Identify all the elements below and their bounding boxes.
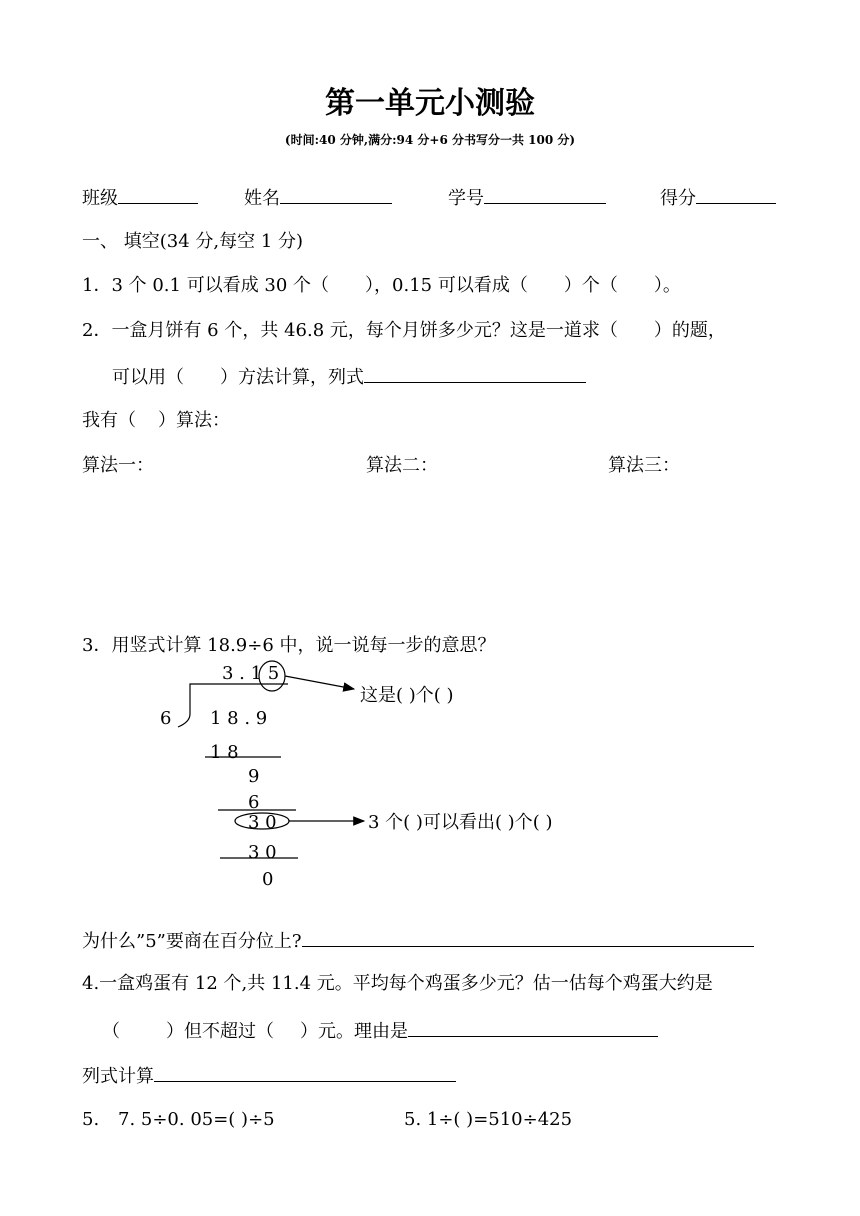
note-1: 这是( )个( ) xyxy=(360,685,454,706)
q2-have-a: 我有（ xyxy=(82,410,136,431)
q4-line2-b: ）但不超过（ xyxy=(166,1021,274,1042)
q4-calc-blank xyxy=(154,1063,456,1082)
q4-line2-c: ）元。理由是 xyxy=(300,1021,408,1042)
step-6: 0 xyxy=(262,869,274,890)
question-3: 3．用竖式计算 18.9÷6 中，说一说每一步的意思？ xyxy=(82,635,496,656)
id-label: 学号 xyxy=(448,188,484,209)
step-5: 3 0 xyxy=(248,842,277,863)
q5-label: 5. xyxy=(82,1109,100,1130)
method-3-label: 算法三： xyxy=(608,455,680,476)
q3-why xyxy=(82,928,754,953)
name-label: 姓名 xyxy=(244,188,280,209)
note-2: 3 个( )可以看出( )个( ) xyxy=(368,812,553,833)
q1-part-b: ），0.15 可以看成（ xyxy=(365,275,528,296)
step-1: 1 8 xyxy=(210,742,239,763)
step-2: 9 xyxy=(248,766,260,787)
step-4: 3 0 xyxy=(248,812,277,833)
q2-line2-b: ）方法计算，列式 xyxy=(220,367,364,388)
q1-part-d: ）。 xyxy=(653,275,681,296)
q1-part-c: ）个（ xyxy=(563,275,618,296)
q2-line2-a: 可以用（ xyxy=(112,367,184,388)
page-title: 第一单元小测验 xyxy=(325,86,535,121)
q4-reason-blank xyxy=(408,1018,658,1037)
q4-line2-a: （ xyxy=(102,1021,120,1042)
quotient: 3 . 1 5 xyxy=(222,663,280,684)
method-2-label: 算法二： xyxy=(366,455,438,476)
q3-why-blank xyxy=(302,928,754,947)
dividend: 1 8 . 9 xyxy=(210,708,268,729)
q4-calc-label: 列式计算 xyxy=(82,1066,154,1087)
class-label: 班级 xyxy=(82,188,118,209)
q5-part-a: 7. 5÷0. 05=( )÷5 xyxy=(118,1109,275,1130)
score-label: 得分 xyxy=(660,188,696,209)
divisor: 6 xyxy=(160,708,172,729)
q1-part-a: 1．3 个 0.1 可以看成 30 个（ xyxy=(82,275,330,296)
q3-why-text: 为什么”5”要商在百分位上? xyxy=(82,931,302,952)
question-4-line1: 4.一盒鸡蛋有 12 个,共 11.4 元。平均每个鸡蛋多少元？估一估每个鸡蛋大约是 xyxy=(82,973,713,994)
q5-part-b: 5. 1÷( )=510÷425 xyxy=(404,1109,573,1130)
q4-calc xyxy=(82,1063,456,1088)
method-1-label: 算法一： xyxy=(82,455,154,476)
section1-heading: 一、 填空(34 分,每空 1 分) xyxy=(82,231,304,252)
q2-line1-a: 2．一盒月饼有 6 个，共 46.8 元，每个月饼多少元？这是一道求（ xyxy=(82,320,618,341)
q2-have-b: ）算法： xyxy=(158,410,230,431)
question-4-line2 xyxy=(102,1018,658,1043)
step-3: 6 xyxy=(248,792,260,813)
q2-line1-b: ）的题， xyxy=(653,320,726,341)
page-subtitle: (时间:40 分钟,满分:94 分+6 分书写分一共 100 分) xyxy=(284,133,576,147)
